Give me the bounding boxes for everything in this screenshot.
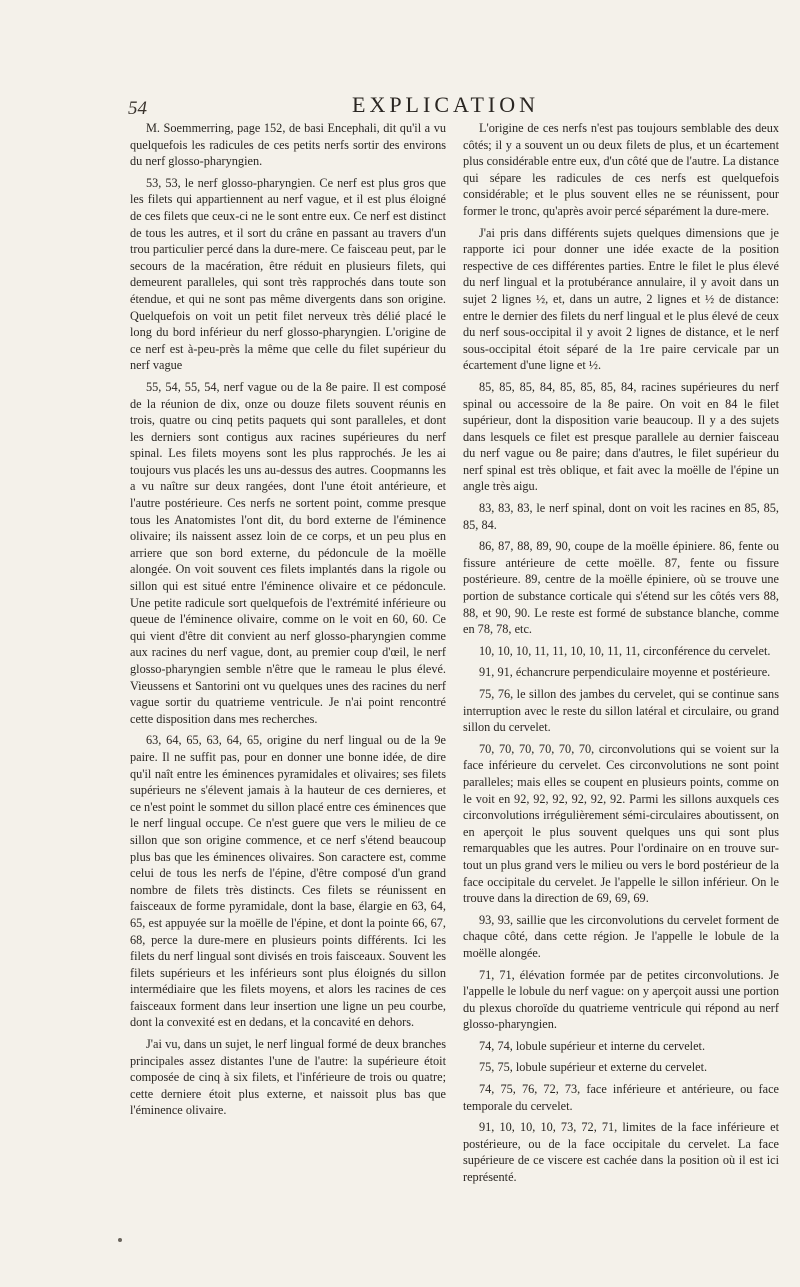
paragraph: J'ai vu, dans un sujet, le nerf lingual formé de deux branches principales assez distantes l'une de l'autre: la supérieure étoit composée de cinq à six filets, et l'inférieure de trois ou quatre; cette derniere étoit plus externe, et naissoit plus bas que l'éminence olivaire. bbox=[130, 1037, 446, 1118]
paragraph: J'ai pris dans différents sujets quelques dimensions que je rapporte ici pour donner une idée exacte de la position respective de ces différentes parties. Entre le filet le plus élevé du nerf lingual et la protubérance annulaire, il y avoit dans un sujet 2 lignes ½, et, dans un autre, 2 lignes et ½ de distance: entre le dernier des filets du nerf lingual et le plus élevé de ceux du nerf sous-occipital il y avoit 2 lignes de distance, et le nerf sous-occipital étoit séparé de la 1re paire cervicale par un écartement d'une ligne et ½. bbox=[463, 225, 779, 373]
paragraph: 55, 54, 55, 54, nerf vague ou de la 8e paire. Il est composé de la réunion de dix, onze ou douze filets souvent réunis en trois, quatre ou cinq petits paquets qui sont paralleles, et dont les derniers sont contigus aux racines supérieures du nerf spinal. Les filets moyens sont les plus rapprochés. Je les ai toujours vus placés les uns au-dessus des autres. Coopmanns les a vu naître sur deux rangées, dont l'une étoit antérieure, et l'autre postérieure. Ces nerfs ne sortent point, comme presque tous les Anatomistes l'ont dit, du bord externe de l'éminence olivaire; ils naissent assez loin de ce corps, et un peu plus en arriere que son bord externe, du pédoncule de la moëlle alongée. On voit souvent ces filets implantés dans la rigole ou sillon qui est situé entre l'éminence olivaire et ce pédoncule. Une petite radicule sort quelquefois de l'extrémité inférieure ou queue de l'éminence olivaire, comme on le voit en 60, 60. Ce qui vient d'être dit convient au nerf glosso-pharyngien comme aux racines du nerf vague, dont, au premier coup d'œil, le nerf glosso-pharyngien semble n'être que le rameau le plus élevé. Vieussens et Santorini ont vu quelques unes des racines du nerf vague sortir du quatrieme ventricule. Je n'ai point rencontré cette disposition dans mes recherches. bbox=[130, 379, 446, 726]
paragraph: 63, 64, 65, 63, 64, 65, origine du nerf lingual ou de la 9e paire. Il ne suffit pas, pour en donner une bonne idée, de dire qu'il naît entre les éminences pyramidales et olivaires; ses filets supérieurs ne s'élevent jamais à la hauteur de ces dernieres, et ce n'est point le sommet du sillon placé entre ces éminences que le nerf lingual occupe. Ce n'est guere que vers le milieu de ce sillon que son origine commence, et ce nerf s'étend beaucoup plus bas que les éminences olivaires. Son caractere est, comme celui de tous les nerfs de l'épine, d'être composé d'un grand nombre de filets très distincts. Ces filets se réunissent en faisceaux de forme pyramidale, dont la base, élargie en 63, 64, 65, est appuyée sur la moëlle de l'épine, et dont la pointe 66, 67, 68, perce la dure-mere en plusieurs points différents. Ici les filets du nerf lingual sont divisés en trois faisceaux. Souvent les filets supérieurs et les inférieurs sont plus éloignés du sillon intermédiaire que les filets moyens, et alors les racines de ces faisceaux forment dans leur insertion une ligne un peu courbe, dont la convexité est en dedans, et la concavité en dehors. bbox=[130, 733, 446, 1030]
paragraph: 74, 74, lobule supérieur et interne du cervelet. bbox=[479, 1038, 706, 1053]
paragraph: 93, 93, saillie que les circonvolutions du cervelet forment de chaque côté, dans cette région. Je l'appelle le lobule de la moëlle alongée. bbox=[463, 912, 779, 960]
paragraph: 71, 71, élévation formée par de petites circonvolutions. Je l'appelle le lobule du nerf vague: on y aperçoit aussi une portion du plexus choroïde du quatrieme ventricule qui répond au nerf glosso-pharyngien. bbox=[463, 967, 779, 1032]
paragraph: 91, 91, échancrure perpendiculaire moyenne et postérieure. bbox=[479, 665, 771, 680]
paragraph: 70, 70, 70, 70, 70, 70, circonvolutions qui se voient sur la face inférieure du cervelet. Ces circonvolutions ne sont point paralleles; mais elles se coupent en plusieurs points, comme on le voit en 92, 92, 92, 92, 92, 92. Parmi les sillons auxquels ces circonvolutions irrégulièrement sémi-circulaires aboutissent, on en aperçoit le plus souvent quelques uns qui sont plus remarquables que les autres. Pour l'ordinaire on en trouve sur-tout un plus grand vers le milieu ou vers le bord postérieur de la face occipitale du cervelet. Je l'appelle le sillon inférieur. On le trouve dans la direction de 69, 69, 69. bbox=[463, 741, 779, 906]
paragraph: 53, 53, le nerf glosso-pharyngien. Ce nerf est plus gros que les filets qui appartiennent au nerf vague, et il est plus éloigné de ces filets que ceux-ci ne le sont entre eux. Ce nerf est distinct de tous les autres, et il sort du crâne en passant au travers d'un trou particulier percé dans la dure-mere. Ce faisceau peut, par le secours de la macération, être réduit en plusieurs filets, qui demeurent paralleles, qui sont très rapprochés dans toute son étendue, et qui ne sont pas même divergents dans son origine. Quelquefois on voit un petit filet nerveux très délié placé le long du bord inférieur du nerf glosso-pharyngien. L'origine de ce nerf est à-peu-près la même que celle du filet supérieur du nerf vague bbox=[130, 175, 446, 373]
paragraph: 85, 85, 85, 84, 85, 85, 85, 84, racines supérieures du nerf spinal ou accessoire de la 8e paire. On voit en 84 le filet supérieur, dont la disposition varie beaucoup. Il y a des sujets dans lesquels ce filet est presque parallele au dernier faisceau du nerf vague ou 8e paire; dans d'autres, le filet supérieur du nerf spinal est très oblique, et fait avec la moëlle de l'épine un angle très aigu. bbox=[463, 379, 779, 494]
right-column bbox=[463, 120, 779, 1191]
running-head: EXPLICATION bbox=[352, 92, 539, 117]
paragraph: 91, 10, 10, 10, 73, 72, 71, limites de la face inférieure et postérieure, ou de la face occipitale du cervelet. La face supérieure de ce viscere est cachée dans la position où il est ici représenté. bbox=[463, 1120, 779, 1185]
page-number: 54 bbox=[128, 98, 147, 119]
paragraph: 86, 87, 88, 89, 90, coupe de la moëlle épiniere. 86, fente ou fissure antérieure de cette moëlle. 87, fente ou fissure postérieure. 89, centre de la moëlle épiniere, où se trouve une portion de substance corticale qui s'étend sur les côtés vers 88, 88, et 90, 90. Le reste est formé de substance blanche, comme en 78, 78, etc. bbox=[463, 539, 779, 637]
paragraph: M. Soemmerring, page 152, de basi Encephali, dit qu'il a vu quelquefois les radicules de ces petits nerfs sortir des environs du nerf glosso-pharyngien. bbox=[130, 121, 446, 169]
paragraph: 75, 76, le sillon des jambes du cervelet, qui se continue sans interruption avec le reste du sillon latéral et circulaire, ou grand sillon du cervelet. bbox=[463, 687, 779, 735]
ink-speck bbox=[118, 1238, 122, 1242]
paragraph: L'origine de ces nerfs n'est pas toujours semblable des deux côtés; il y a souvent un ou deux filets de plus, et un écartement plus considérable entre eux, d'un côté que de l'autre. La distance qui sépare les radicules de ces nerfs est quelquefois considérable; et le plus souvent elles ne se réunissent, pour former le tronc, qu'après avoir percé séparément la dure-mere. bbox=[463, 121, 779, 218]
paragraph: 10, 10, 10, 11, 11, 10, 10, 11, 11, circonférence du cervelet. bbox=[479, 643, 771, 658]
paragraph: 83, 83, 83, le nerf spinal, dont on voit les racines en 85, 85, 85, 84. bbox=[463, 501, 779, 532]
left-column bbox=[130, 120, 446, 1124]
paragraph: 74, 75, 76, 72, 73, face inférieure et antérieure, ou face temporale du cervelet. bbox=[463, 1082, 779, 1113]
paragraph: 75, 75, lobule supérieur et externe du cervelet. bbox=[479, 1060, 708, 1075]
